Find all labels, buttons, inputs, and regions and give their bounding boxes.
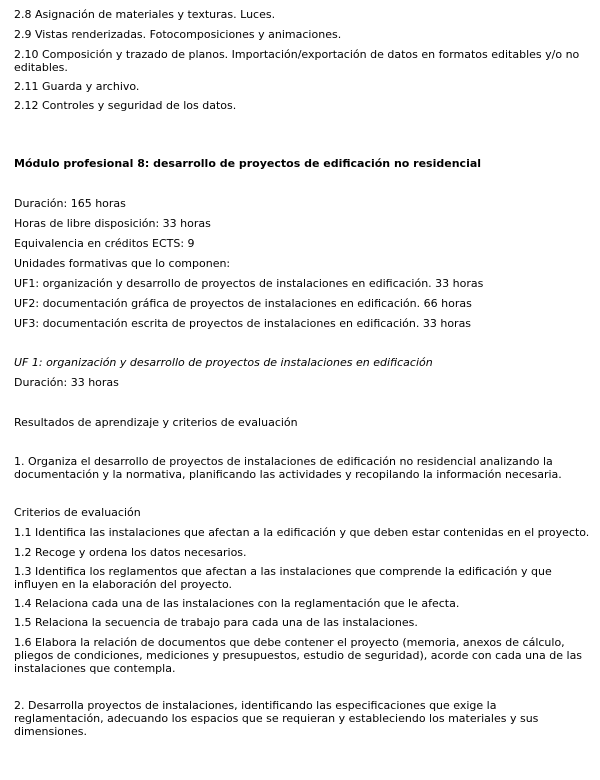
results-heading: Resultados de aprendizaje y criterios de evaluación [14, 416, 298, 429]
criterion-item: 1.1 Identifica las instalaciones que afectan a la edificación y que deben estar contenidas en el proyecto. [14, 526, 590, 539]
module-free-hours: Horas de libre disposición: 33 horas [14, 217, 211, 230]
module-title: Módulo profesional 8: desarrollo de proyectos de edificación no residencial [14, 157, 482, 170]
criterion-item: 1.4 Relaciona cada una de las instalaciones con la reglamentación que le afecta. [14, 597, 460, 610]
criterion-item: 1.6 Elabora la relación de documentos que debe contener el proyecto (memoria, anexos de cálculo, pliegos de condiciones, mediciones y presupuestos, estudio de seguridad), acorde con cada una de las instalaciones que contempla. [14, 636, 583, 675]
learning-result: 2. Desarrolla proyectos de instalaciones, identificando las especificaciones que exige la reglamentación, adecuando los espacios que se requieran y estableciendo los materiales y sus dimensiones. [14, 699, 539, 738]
unit-item: UF2: documentación gráfica de proyectos de instalaciones en edificación. 66 horas [14, 297, 472, 310]
unit-item: UF1: organización y desarrollo de proyectos de instalaciones en edificación. 33 horas [14, 277, 484, 290]
learning-result: 1. Organiza el desarrollo de proyectos de instalaciones de edificación no residencial analizando la documentación y la normativa, planificando las actividades y recopilando la información necesaria. [14, 455, 562, 481]
unit-item: UF3: documentación escrita de proyectos de instalaciones en edificación. 33 horas [14, 317, 472, 330]
module-ects: Equivalencia en créditos ECTS: 9 [14, 237, 195, 250]
criterion-item: 1.2 Recoge y ordena los datos necesarios. [14, 546, 247, 559]
content-item: 2.12 Controles y seguridad de los datos. [14, 99, 237, 112]
uf1-title: UF 1: organización y desarrollo de proyectos de instalaciones en edificación [14, 356, 433, 369]
content-item: 2.10 Composición y trazado de planos. Importación/exportación de datos en formatos editables y/o no editables. [14, 48, 580, 74]
criterion-item: 1.3 Identifica los reglamentos que afectan a las instalaciones que comprende la edificación y que influyen en la elaboración del proyecto. [14, 565, 552, 591]
units-heading: Unidades formativas que lo componen: [14, 257, 231, 270]
criteria-heading: Criterios de evaluación [14, 506, 141, 519]
content-item: 2.11 Guarda y archivo. [14, 80, 140, 93]
criterion-item: 1.5 Relaciona la secuencia de trabajo para cada una de las instalaciones. [14, 616, 418, 629]
uf1-duration: Duración: 33 horas [14, 376, 119, 389]
content-item: 2.8 Asignación de materiales y texturas. Luces. [14, 8, 276, 21]
content-item: 2.9 Vistas renderizadas. Fotocomposiciones y animaciones. [14, 28, 342, 41]
module-duration: Duración: 165 horas [14, 197, 126, 210]
